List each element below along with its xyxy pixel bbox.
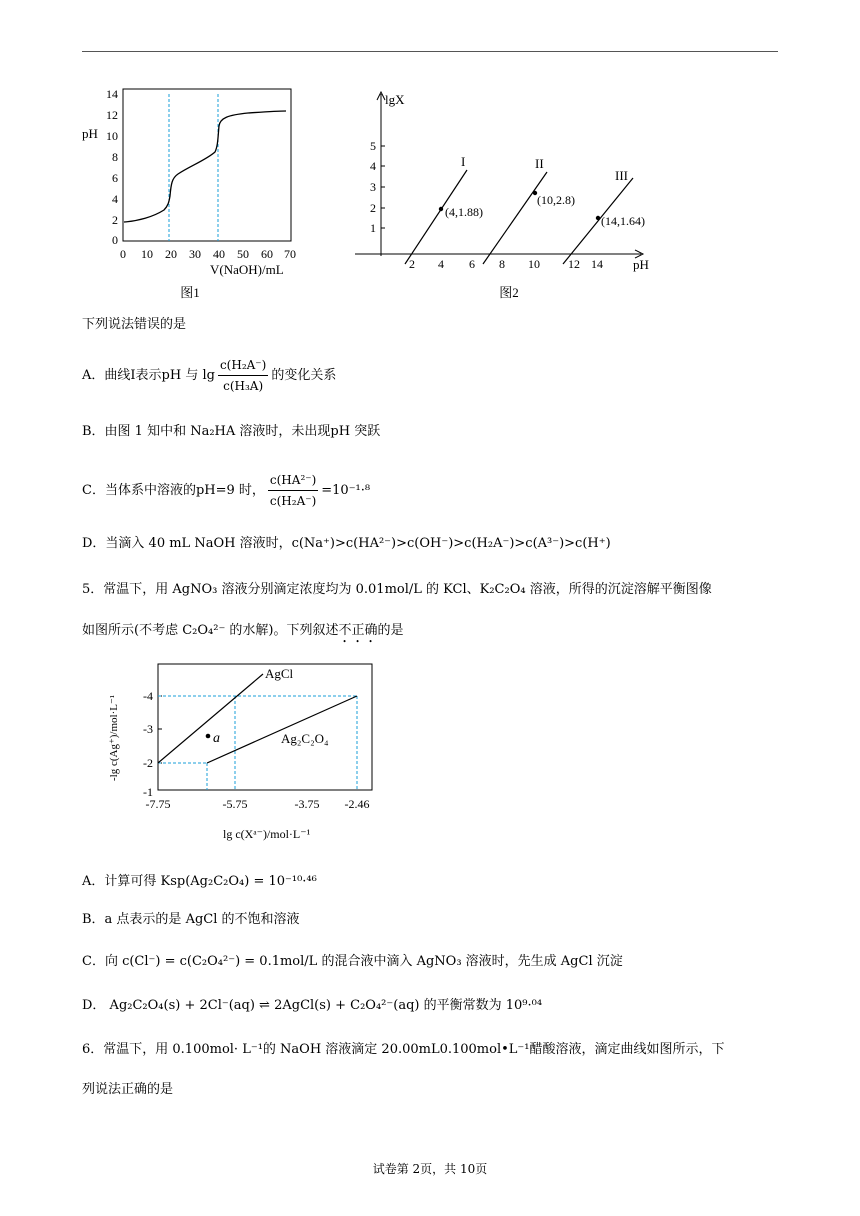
- fig2-xtick: 4: [438, 257, 444, 271]
- fig1-caption: 图1: [180, 285, 200, 300]
- fig3-ytick: -1: [143, 785, 153, 799]
- fig2-point-label: (4,1.88): [445, 205, 483, 219]
- fig3-ytick: -2: [143, 756, 153, 770]
- q5-option-a: A．计算可得 Ksp(Ag₂C₂O₄) = 10⁻¹⁰·⁴⁶: [82, 874, 317, 889]
- q4-option-c: C．当体系中溶液的pH=9 时， $\frac{\text{c(HA²⁻)}}{\text{c(H₂A⁻)}}$ =10⁻¹·⁸: [82, 470, 370, 511]
- figure-3: [95, 656, 395, 856]
- fig2-line-label-2: II: [535, 156, 544, 171]
- q4-intro: 下列说法错误的是: [82, 317, 187, 332]
- fig1-y-label: pH: [82, 126, 98, 141]
- q5-option-c: C．向 c(Cl⁻) = c(C₂O₄²⁻) = 0.1mol/L 的混合液中滴入 AgNO₃ 溶液时，先生成 AgCl 沉淀: [82, 954, 623, 969]
- fig3-y-label: -lg c(Ag⁺)/mol·L⁻¹: [108, 694, 120, 781]
- figure-1: [78, 84, 308, 306]
- fig2-xtick: 14: [591, 257, 603, 271]
- q6-stem-line2: 列说法正确的是: [82, 1082, 174, 1097]
- fig1-xtick: 50: [237, 247, 249, 261]
- fig2-line-2: [483, 172, 547, 264]
- fig1-ytick: 14: [106, 87, 118, 101]
- fig1-ytick: 0: [112, 233, 118, 247]
- fig3-xtick: -7.75: [145, 797, 171, 811]
- fig2-line-label-1: I: [461, 154, 466, 169]
- q5-stem-line1: 5．常温下，用 AgNO₃ 溶液分别滴定浓度均为 0.01mol/L 的 KCl、K₂C₂O₄ 溶液，所得的沉淀溶解平衡图像: [82, 582, 712, 597]
- q5-option-b: B．a 点表示的是 AgCl 的不饱和溶液: [82, 912, 300, 927]
- fig3-x-label: lg c(Xᵃ⁻)/mol·L⁻¹: [223, 827, 311, 841]
- fig3-agcl-label: AgCl: [265, 666, 294, 681]
- fig1-xtick: 20: [165, 247, 177, 261]
- fig3-frame: [158, 664, 372, 790]
- fig3-ag2c2o4-label: Ag₂C₂O₄: [281, 731, 329, 746]
- fig1-ytick: 2: [112, 213, 118, 227]
- figure-2: [345, 86, 665, 306]
- fig3-ag2c2o4-line: [207, 696, 357, 763]
- fig2-xtick: 12: [568, 257, 580, 271]
- fig3-ytick: -3: [143, 722, 153, 736]
- fig1-ytick: 12: [106, 108, 118, 122]
- fig3-xtick: -5.75: [222, 797, 248, 811]
- fig1-ytick: 8: [112, 150, 118, 164]
- fig2-caption: 图2: [499, 285, 519, 300]
- fig2-xtick: 6: [469, 257, 475, 271]
- fig1-xtick: 0: [120, 247, 126, 261]
- fig3-point-a: a: [213, 731, 220, 746]
- fig1-xtick: 70: [284, 247, 296, 261]
- fig3-xtick: -3.75: [294, 797, 320, 811]
- fig3-xtick: -2.46: [344, 797, 370, 811]
- fig2-ytick: 1: [370, 221, 376, 235]
- q6-stem-line1: 6．常温下，用 0.100mol· L⁻¹的 NaOH 溶液滴定 20.00mL0.100mol•L⁻¹醋酸溶液，滴定曲线如图所示，下: [82, 1042, 725, 1057]
- fig2-point-label: (10,2.8): [537, 193, 575, 207]
- fig2-ytick: 4: [370, 159, 376, 173]
- fig1-ytick: 10: [106, 129, 118, 143]
- fig1-xtick: 40: [213, 247, 225, 261]
- fig1-xtick: 10: [141, 247, 153, 261]
- q5-stem-line2: 如图所示(不考虑 C₂O₄²⁻ 的水解)。下列叙述不正确的是: [82, 623, 404, 638]
- fig2-ytick: 2: [370, 201, 376, 215]
- fig2-xtick: 8: [499, 257, 505, 271]
- fig2-ytick: 3: [370, 180, 376, 194]
- fig2-x-label: pH: [633, 257, 649, 272]
- fig1-ytick: 6: [112, 171, 118, 185]
- fig2-xtick: 2: [409, 257, 415, 271]
- fig3-agcl-line: [158, 674, 263, 763]
- fig3-ytick: -4: [143, 689, 153, 703]
- q4-option-b: B．由图 1 知中和 Na₂HA 溶液时，未出现pH 突跃: [82, 424, 381, 439]
- fig1-x-label: V(NaOH)/mL: [210, 262, 284, 277]
- fig2-y-label: lgX: [385, 92, 405, 107]
- fig1-curve: [124, 111, 286, 222]
- fig1-xtick: 30: [189, 247, 201, 261]
- q4-option-d: D．当滴入 40 mL NaOH 溶液时，c(Na⁺)>c(HA²⁻)>c(OH⁻)>c(H₂A⁻)>c(A³⁻)>c(H⁺): [82, 536, 611, 551]
- fig2-line-label-3: III: [615, 168, 628, 183]
- q5-option-d: D． Ag₂C₂O₄(s) + 2Cl⁻(aq) ⇌ 2AgCl(s) + C₂O₄²⁻(aq) 的平衡常数为 10⁹·⁰⁴: [82, 998, 543, 1013]
- q4-option-a: A．曲线I表示pH 与 lg $\frac{\text{c(H₂A⁻)}}{\text{c(H₃A)}}$ 的变化关系: [82, 355, 336, 396]
- fig1-xtick: 60: [261, 247, 273, 261]
- top-rule: [82, 51, 778, 52]
- fig1-ytick: 4: [112, 192, 118, 206]
- fig2-ytick: 5: [370, 139, 376, 153]
- fig2-xtick: 10: [528, 257, 540, 271]
- page-footer: 试卷第 2页，共 10页: [372, 1162, 488, 1176]
- fig2-point-label: (14,1.64): [601, 214, 645, 228]
